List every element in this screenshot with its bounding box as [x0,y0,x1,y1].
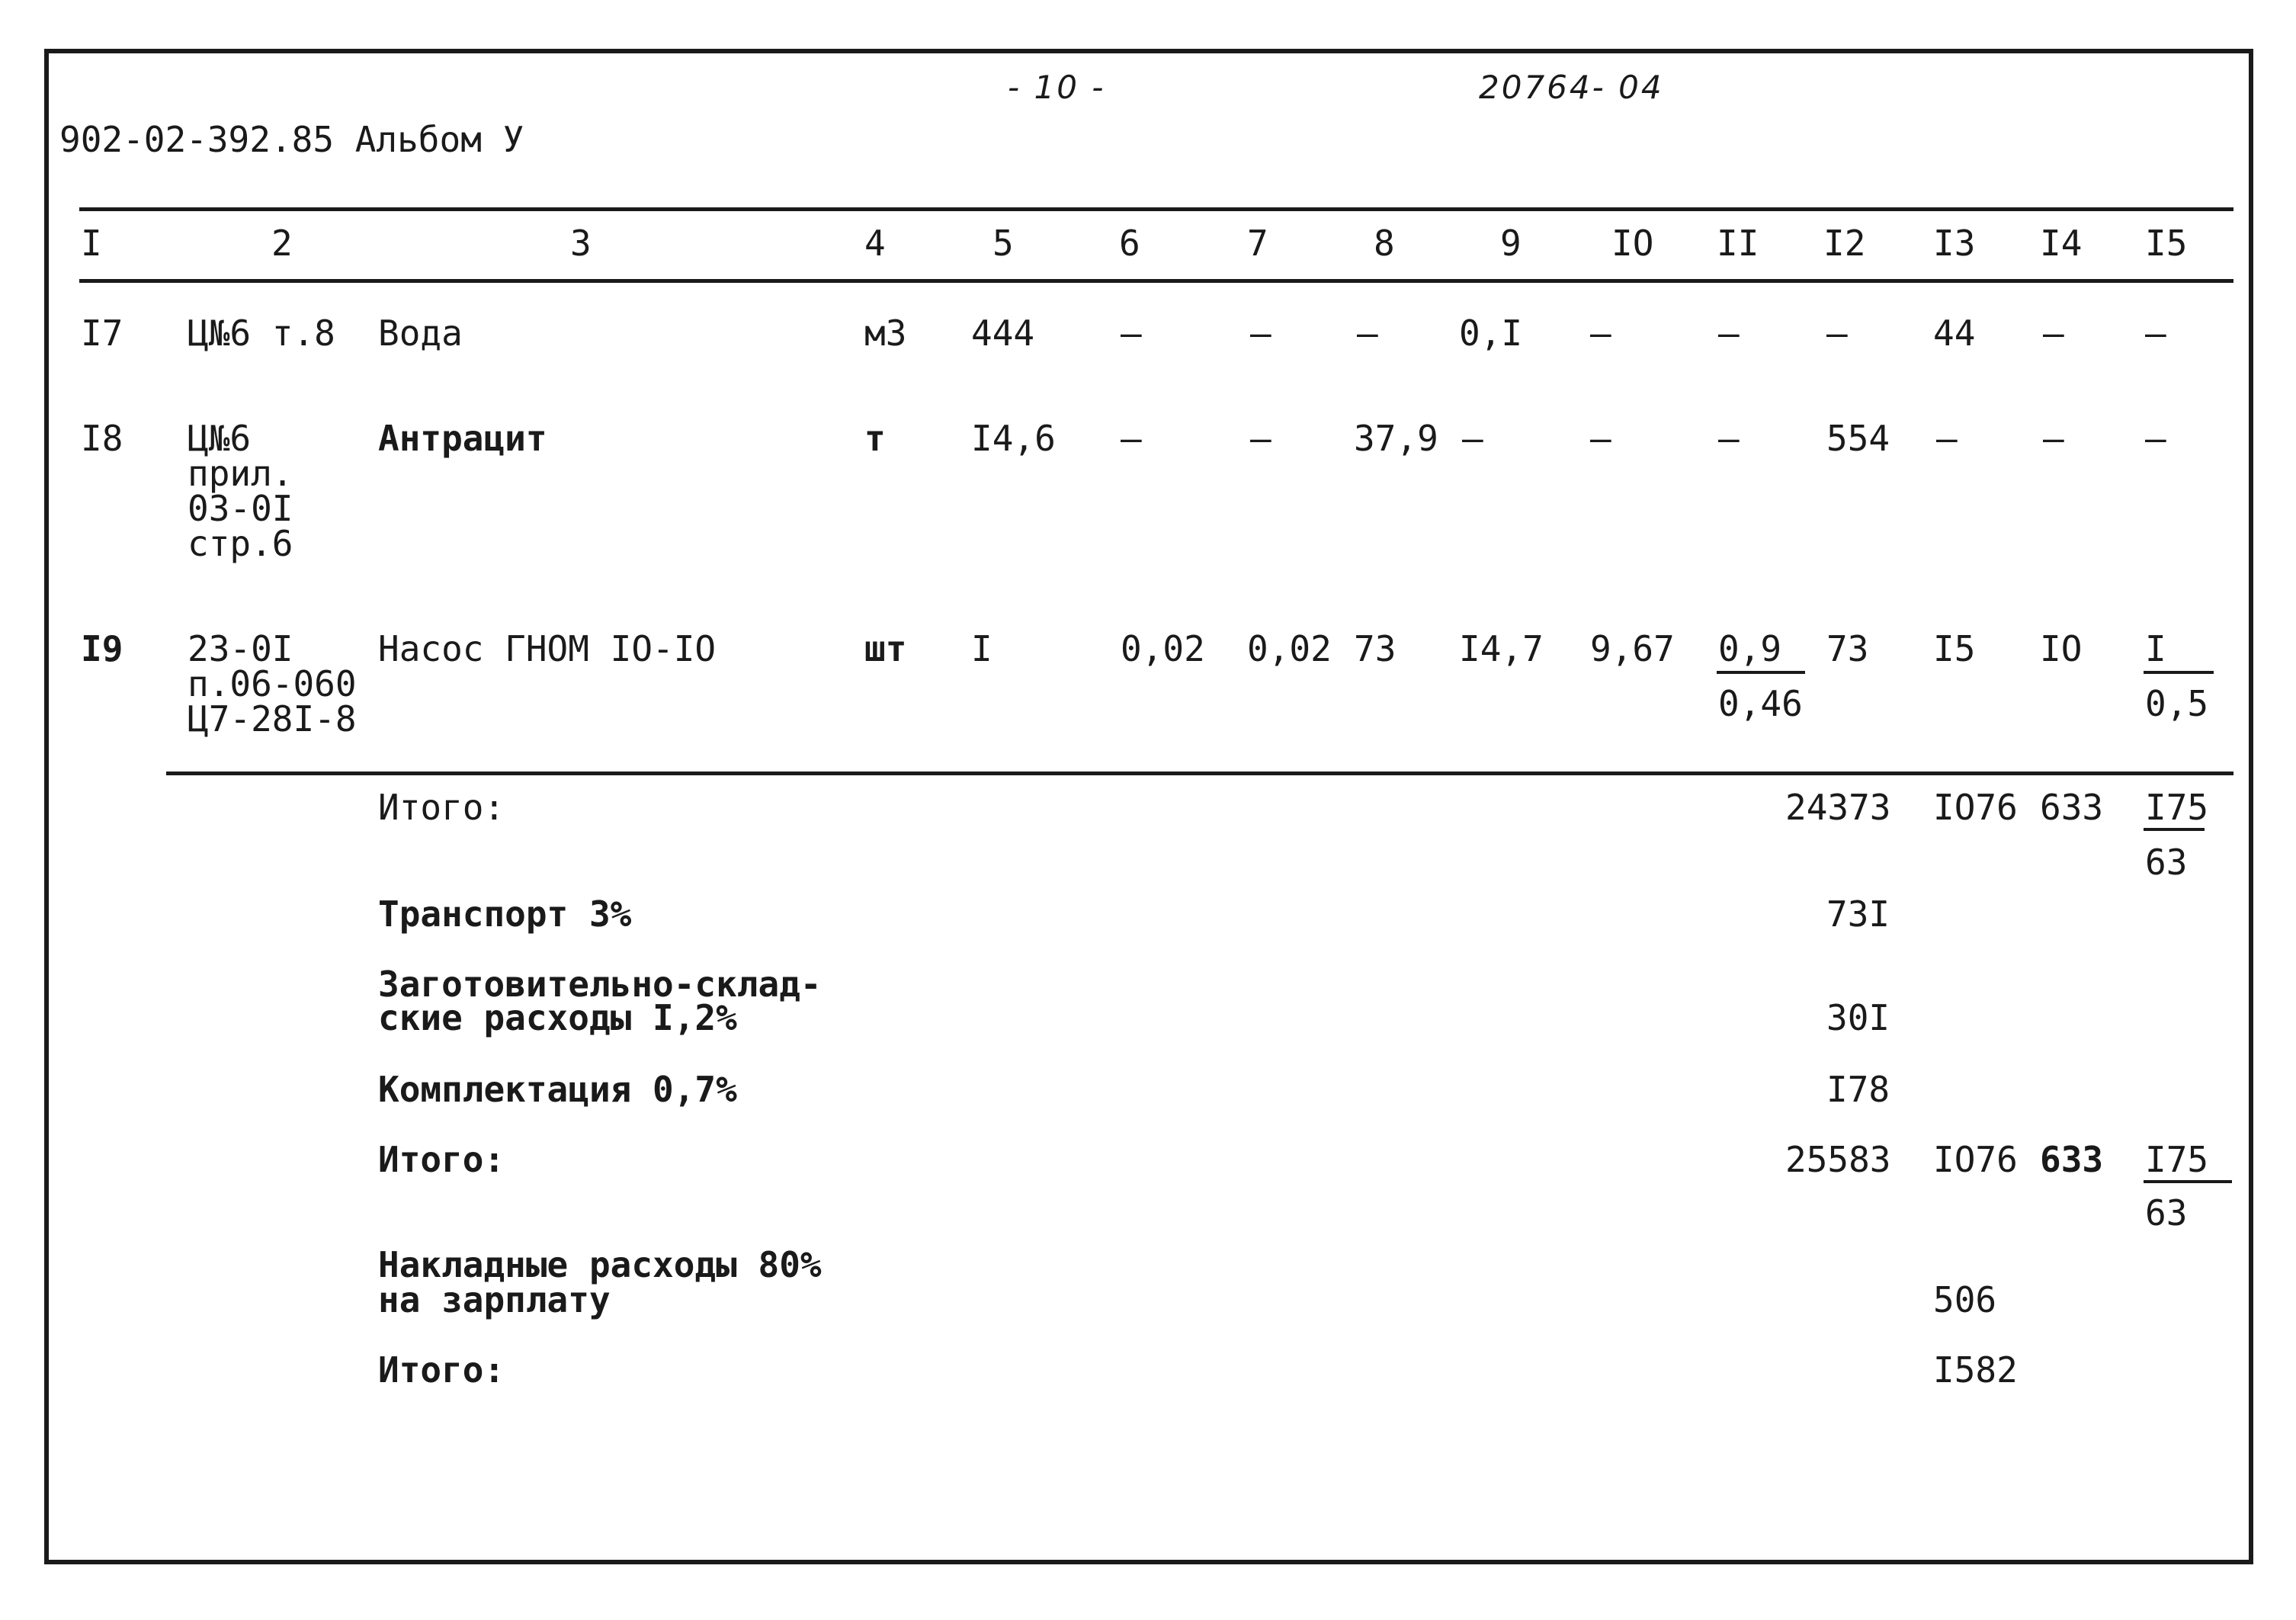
table-row-19-c5: I [971,628,992,669]
summary-overhead-label-1: Накладные расходы 80% [378,1244,822,1285]
col-header-10: IO [1611,223,1654,264]
summary-total-1-c13: IO76 [1933,787,2018,828]
table-row-17-unit: м3 [864,313,907,354]
summary-transport-label: Транспорт 3% [378,893,632,935]
col-header-5: 5 [992,223,1014,264]
table-row-17-c5: 444 [971,313,1035,354]
table-row-18-c8: 37,9 [1354,418,1438,459]
table-row-17-c15: – [2145,313,2166,354]
header-bottom-rule [79,279,2233,283]
summary-total-1-c12: 24373 [1785,787,1891,828]
table-row-17-c8: – [1357,313,1378,354]
summary-procurement-c12: 30I [1826,997,1890,1038]
table-row-17-c6: – [1121,313,1142,354]
summary-completion-c12: I78 [1826,1069,1890,1110]
summary-total-2-c14: 633 [2040,1139,2104,1180]
col-header-1: I [81,223,102,264]
table-row-17-name: Вода [378,313,463,354]
table-row-18-ref-2: прил. [188,453,293,494]
table-row-17-c9: 0,I [1459,313,1523,354]
page-number: - 10 - [1008,69,1106,106]
table-row-18-c7: – [1250,418,1271,459]
table-row-18-ref-4: стр.6 [188,523,293,564]
table-row-18-number: I8 [81,418,123,459]
table-row-18-unit: т [864,418,886,459]
summary-total-3-c13: I582 [1933,1349,2018,1391]
table-row-17-c7: – [1250,313,1271,354]
table-row-19-c15-denominator: 0,5 [2145,683,2209,724]
table-row-19-ref-3: Ц7-28I-8 [188,698,357,739]
table-row-18-c12: 554 [1826,418,1890,459]
table-row-18-c15: – [2145,418,2166,459]
col-header-15: I5 [2145,223,2188,264]
summary-total-1-c14: 633 [2040,787,2104,828]
table-row-17-c11: – [1718,313,1740,354]
summary-total-2-c13: IO76 [1933,1139,2018,1180]
table-row-18-c14: – [2043,418,2064,459]
table-row-19-c14: IO [2040,628,2083,669]
table-row-18-c10: – [1590,418,1611,459]
table-row-19-c15-fraction-bar [2144,671,2214,674]
summary-overhead-c13: 506 [1933,1279,1997,1320]
table-row-17-c12: – [1826,313,1848,354]
table-row-17-c13: 44 [1933,313,1976,354]
table-row-19-c6: 0,02 [1121,628,1205,669]
col-header-4: 4 [864,223,886,264]
table-row-18-c11: – [1718,418,1740,459]
table-row-19-c10: 9,67 [1590,628,1675,669]
summary-overhead-label-2: на зарплату [378,1279,611,1320]
table-row-18-c6: – [1121,418,1142,459]
summary-completion-label: Комплектация 0,7% [378,1069,737,1110]
document-number: 20764- 04 [1479,69,1664,106]
table-row-19-c15-numerator: I [2145,628,2166,669]
col-header-6: 6 [1119,223,1140,264]
col-header-7: 7 [1247,223,1268,264]
summary-transport-c12: 73I [1826,893,1890,935]
col-header-13: I3 [1933,223,1976,264]
table-row-17-number: I7 [81,313,123,354]
summary-procurement-label-1: Заготовительно-склад- [378,964,822,1005]
summary-total-2-label: Итого: [378,1139,505,1180]
summary-total-3-label: Итого: [378,1349,505,1391]
table-row-17-c14: – [2043,313,2064,354]
table-row-19-c11-fraction-bar [1717,671,1805,674]
col-header-2: 2 [271,223,293,264]
summary-total-2-c15-fraction-bar [2144,1180,2232,1183]
table-row-19-c7: 0,02 [1247,628,1332,669]
table-row-17-ref: Ц№6 т.8 [188,313,335,354]
table-row-18-ref-1: Ц№6 [188,418,252,459]
summary-total-1-c15-fraction-bar [2144,828,2205,831]
col-header-14: I4 [2040,223,2083,264]
album-label: 902-02-392.85 Альбом У [59,119,524,160]
summary-total-2-c12: 25583 [1785,1139,1891,1180]
summary-rule [166,772,2233,775]
col-header-3: 3 [570,223,592,264]
table-row-19-ref-2: п.06-060 [188,663,357,704]
summary-procurement-label-2: ские расходы I,2% [378,997,737,1038]
table-row-19-c11-denominator: 0,46 [1718,683,1803,724]
table-row-19-c8: 73 [1354,628,1397,669]
col-header-8: 8 [1374,223,1395,264]
table-row-19-unit: шт [864,628,907,669]
page-frame [44,49,2253,1564]
table-top-rule [79,207,2233,211]
summary-total-1-c15-numerator: I75 [2145,787,2209,828]
table-row-18-c5: I4,6 [971,418,1056,459]
table-row-19-ref-1: 23-0I [188,628,293,669]
table-row-19-name: Насос ГНОМ IO-IO [378,628,717,669]
col-header-9: 9 [1500,223,1522,264]
table-row-19-c9: I4,7 [1459,628,1544,669]
summary-total-1-c15-denominator: 63 [2145,842,2188,883]
summary-total-2-c15-denominator: 63 [2145,1192,2188,1233]
table-row-17-c10: – [1590,313,1611,354]
summary-total-2-c15-numerator: I75 [2145,1139,2209,1180]
table-row-19-number: I9 [81,628,123,669]
col-header-11: II [1717,223,1759,264]
summary-total-1-label: Итого: [378,787,505,828]
table-row-18-c13: – [1936,418,1958,459]
table-row-18-name: Антрацит [378,418,547,459]
col-header-12: I2 [1823,223,1866,264]
table-row-19-c12: 73 [1826,628,1869,669]
table-row-19-c11-numerator: 0,9 [1718,628,1782,669]
table-row-18-c9: – [1462,418,1483,459]
table-row-19-c13: I5 [1933,628,1976,669]
table-row-18-ref-3: 03-0I [188,488,293,529]
